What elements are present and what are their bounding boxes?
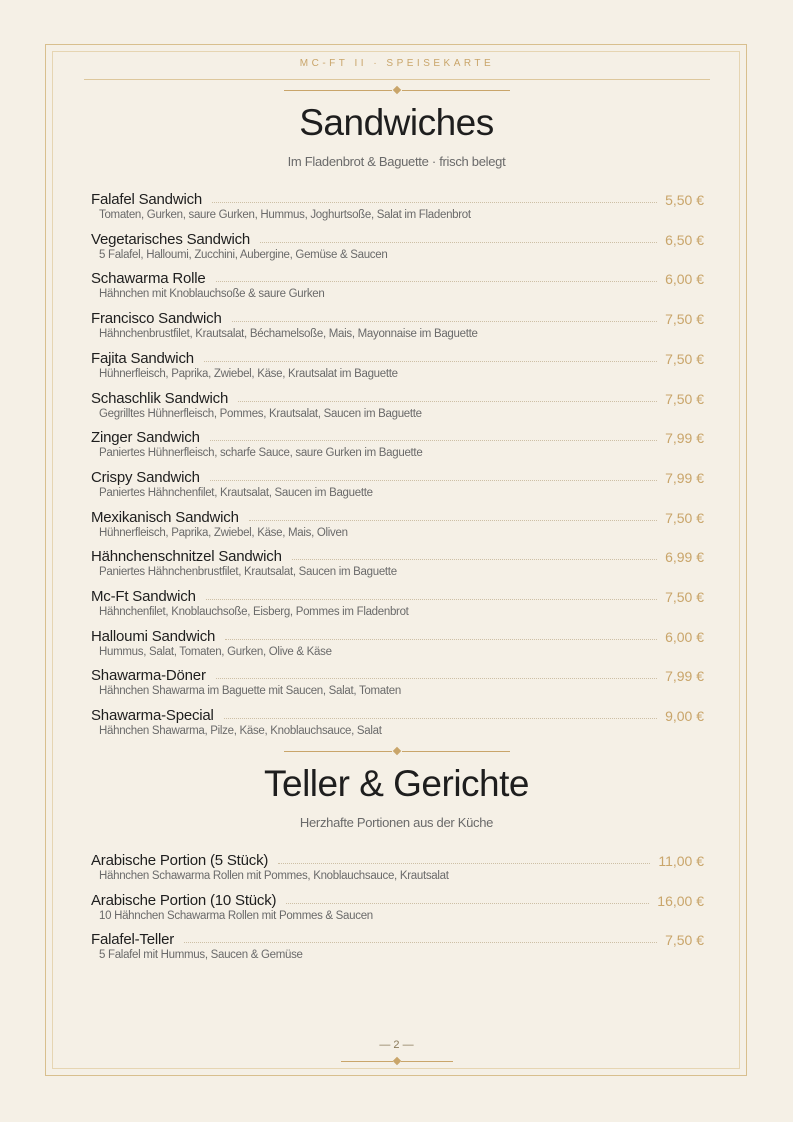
menu-item-row xyxy=(91,664,704,684)
menu-item xyxy=(91,704,704,737)
menu-item-description: Gegrilltes Hühnerfleisch, Pommes, Krautsalat, Saucen im Baguette xyxy=(99,407,422,420)
menu-item xyxy=(91,625,704,658)
section-subtitle-teller: Herzhafte Portionen aus der Küche xyxy=(299,815,494,830)
menu-item-row xyxy=(91,545,704,565)
menu-item-price: 7,50 € xyxy=(665,350,704,367)
menu-item-row xyxy=(91,849,704,869)
menu-item-name: Shawarma-Döner xyxy=(91,667,206,685)
menu-item-row xyxy=(91,889,704,909)
menu-item-name: Falafel Sandwich xyxy=(91,191,203,208)
footer-ornament xyxy=(341,1057,453,1067)
menu-item-name: Halloumi Sandwich xyxy=(91,627,216,645)
menu-item-description: Hummus, Salat, Tomaten, Gurken, Olive & Käse xyxy=(99,645,332,658)
section-divider-ornament xyxy=(284,747,510,757)
dotted-leader xyxy=(292,559,657,560)
menu-item-description: Hähnchen Shawarma im Baguette mit Saucen, Salat, Tomaten xyxy=(99,685,401,698)
menu-item-price: 5,50 € xyxy=(665,192,704,208)
menu-item-name: Vegetarisches Sandwich xyxy=(91,230,251,248)
menu-item-description: Tomaten, Gurken, saure Gurken, Hummus, Joghurtsoße, Salat im Fladenbrot xyxy=(99,209,471,221)
dotted-leader xyxy=(216,678,657,679)
diamond-icon xyxy=(393,1057,401,1065)
menu-item xyxy=(91,426,704,459)
menu-item-price: 7,50 € xyxy=(665,509,704,526)
menu-item-description: 10 Hähnchen Schawarma Rollen mit Pommes & Saucen xyxy=(99,909,373,922)
menu-item xyxy=(91,267,704,300)
menu-item-name: Falafel-Teller xyxy=(91,931,175,949)
menu-item-row xyxy=(91,426,704,446)
menu-item-price: 7,50 € xyxy=(665,390,704,407)
menu-item-description: Hähnchenbrustfilet, Krautsalat, Béchamelsoße, Mais, Mayonnaise im Baguette xyxy=(99,328,478,341)
menu-item-price: 9,00 € xyxy=(665,708,704,725)
menu-item-row xyxy=(91,506,704,526)
menu-item-row xyxy=(91,585,704,605)
menu-item-description: 5 Falafel mit Hummus, Saucen & Gemüse xyxy=(99,949,303,962)
menu-item xyxy=(91,928,704,961)
menu-item xyxy=(91,585,704,618)
menu-item-price: 16,00 € xyxy=(657,892,704,909)
dotted-leader xyxy=(249,520,657,521)
menu-item-price: 11,00 € xyxy=(658,853,704,869)
section-title-teller: Teller & Gerichte xyxy=(264,763,529,804)
dotted-leader xyxy=(260,242,657,243)
menu-item-row xyxy=(91,466,704,486)
menu-item xyxy=(91,466,704,499)
menu-item-name: Shawarma-Special xyxy=(91,707,214,725)
menu-item xyxy=(91,188,704,221)
menu-item-name: Schaschlik Sandwich xyxy=(91,389,229,407)
menu-item-name: Fajita Sandwich xyxy=(91,349,194,367)
menu-item-price: 6,00 € xyxy=(665,628,704,645)
menu-item-price: 6,00 € xyxy=(665,271,704,288)
menu-item-description: Hähnchen mit Knoblauchsoße & saure Gurken xyxy=(99,288,325,301)
menu-item-price: 7,50 € xyxy=(665,932,704,949)
menu-item-row xyxy=(91,228,704,248)
menu-item-name: Schawarma Rolle xyxy=(91,270,206,288)
menu-item xyxy=(91,387,704,420)
menu-item-row xyxy=(91,307,704,327)
menu-item-description: Paniertes Hähnchenbrustfilet, Krautsalat, Saucen im Baguette xyxy=(99,566,397,579)
menu-item xyxy=(91,228,704,261)
menu-item-name: Arabische Portion (5 Stück) xyxy=(91,852,269,869)
dotted-leader xyxy=(278,863,650,864)
menu-item-name: Francisco Sandwich xyxy=(91,310,222,328)
section-title-sandwiches: Sandwiches xyxy=(299,102,494,143)
menu-item-description: Hähnchen Schawarma Rollen mit Pommes, Knoblauchsauce, Krautsalat xyxy=(99,870,449,882)
menu-item-name: Arabische Portion (10 Stück) xyxy=(91,891,277,909)
page-number: — 2 — xyxy=(379,1039,414,1051)
menu-item-name: Hähnchenschnitzel Sandwich xyxy=(91,548,282,566)
dotted-leader xyxy=(232,321,657,322)
menu-item xyxy=(91,664,704,697)
menu-item-description: Paniertes Hähnchenfilet, Krautsalat, Saucen im Baguette xyxy=(99,486,373,499)
menu-item-description: 5 Falafel, Halloumi, Zucchini, Aubergine, Gemüse & Saucen xyxy=(99,248,388,261)
dotted-leader xyxy=(212,202,657,203)
dotted-leader xyxy=(286,903,649,904)
dotted-leader xyxy=(238,401,657,402)
menu-item-row xyxy=(91,704,704,724)
menu-item-description: Hühnerfleisch, Paprika, Zwiebel, Käse, Krautsalat im Baguette xyxy=(99,367,398,380)
menu-item-row xyxy=(91,188,704,208)
menu-item-row xyxy=(91,347,704,367)
menu-item-name: Mc-Ft Sandwich xyxy=(91,588,196,605)
dotted-leader xyxy=(206,599,657,600)
menu-item-row xyxy=(91,928,704,948)
menu-item-description: Hähnchenfilet, Knoblauchsoße, Eisberg, Pommes im Fladenbrot xyxy=(99,606,409,618)
menu-item-price: 7,99 € xyxy=(665,668,704,685)
menu-item-price: 6,50 € xyxy=(665,231,704,248)
menu-item xyxy=(91,889,704,922)
section-subtitle-sandwiches: Im Fladenbrot & Baguette · frisch belegt xyxy=(287,154,506,169)
dotted-leader xyxy=(225,639,657,640)
dotted-leader xyxy=(184,942,657,943)
dotted-leader xyxy=(216,281,658,282)
dotted-leader xyxy=(210,480,657,481)
menu-item-price: 7,50 € xyxy=(665,589,704,605)
diamond-icon xyxy=(393,747,401,755)
menu-item xyxy=(91,347,704,380)
dotted-leader xyxy=(204,361,657,362)
menu-item xyxy=(91,506,704,539)
menu-item-price: 7,50 € xyxy=(665,311,704,328)
menu-item-name: Zinger Sandwich xyxy=(91,429,200,447)
menu-item-description: Hühnerfleisch, Paprika, Zwiebel, Käse, Mais, Oliven xyxy=(99,526,348,539)
menu-item-description: Paniertes Hühnerfleisch, scharfe Sauce, saure Gurken im Baguette xyxy=(99,447,423,460)
menu-item xyxy=(91,545,704,578)
diamond-icon xyxy=(393,86,401,94)
menu-item-row xyxy=(91,267,704,287)
section-divider-ornament xyxy=(284,86,510,96)
menu-item-name: Crispy Sandwich xyxy=(91,468,200,486)
menu-item-name: Mexikanisch Sandwich xyxy=(91,508,239,526)
menu-item xyxy=(91,849,704,882)
menu-item-price: 7,99 € xyxy=(665,469,704,486)
menu-item-row xyxy=(91,625,704,645)
menu-item xyxy=(91,307,704,340)
menu-item-row xyxy=(91,387,704,407)
menu-item-price: 6,99 € xyxy=(665,549,704,566)
menu-item-description: Hähnchen Shawarma, Pilze, Käse, Knoblauchsauce, Salat xyxy=(99,725,382,738)
menu-item-price: 7,99 € xyxy=(665,430,704,447)
dotted-leader xyxy=(210,440,657,441)
page-header: MC-FT II · SPEISEKARTE xyxy=(84,58,710,80)
dotted-leader xyxy=(224,718,657,719)
